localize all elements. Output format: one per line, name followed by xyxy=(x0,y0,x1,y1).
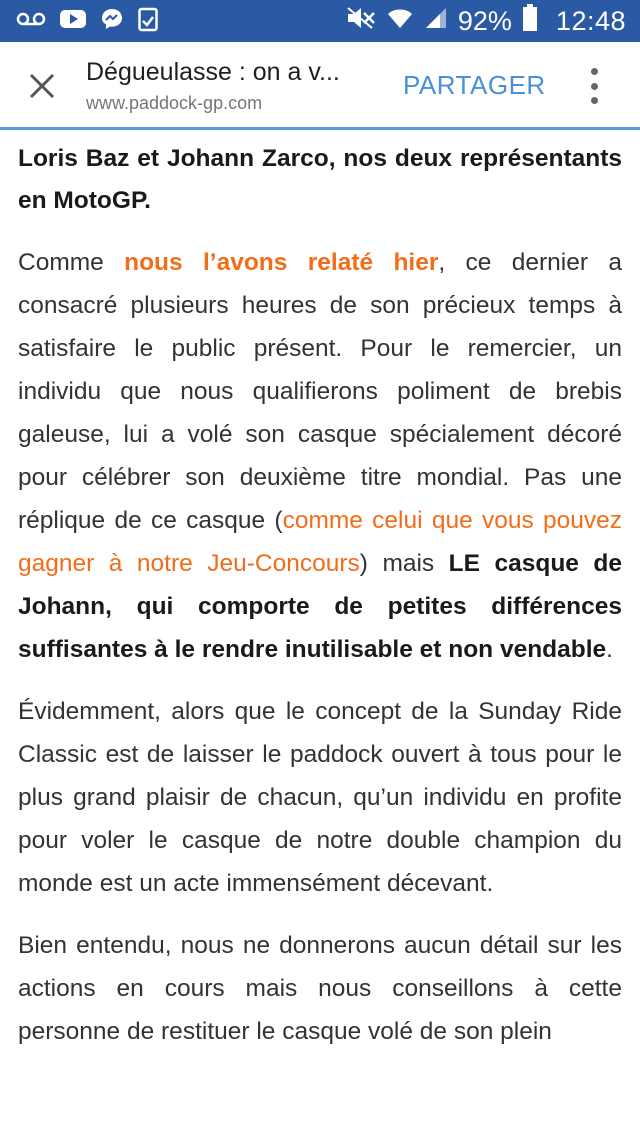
mute-icon xyxy=(346,6,376,37)
article-paragraph-2 xyxy=(18,241,622,671)
share-button[interactable]: PARTAGER xyxy=(403,70,546,100)
article-paragraph-3: Évidemment, alors que le concept de la Sunday Ride Classic est de laisser le paddock ouvert à tous pour le plus grand plaisir de chacun, qu’un individu en profite pour voler le casque de notre double champion du monde est un acte immensément décevant. xyxy=(18,698,622,897)
clock: 12:48 xyxy=(555,5,626,36)
text-segment: . xyxy=(606,636,613,663)
voicemail-icon xyxy=(16,11,46,32)
text-segment: , ce dernier a consacré plusieurs heures de son précieux temps à satisfaire le public présent. Pour le remercier, un individu que nous qualifierons poliment de brebis galeuse, lui a volé son casque spécialement décoré pour célébrer son deuxième titre mondial. Pas une réplique de ce casque ( xyxy=(18,249,622,534)
page-title: Dégueulasse : on a v... xyxy=(86,58,340,86)
close-icon xyxy=(28,72,56,100)
more-vert-icon[interactable] xyxy=(582,68,606,104)
contest-link[interactable]: comme celui que vous pouvez gagner à notre Jeu-Concours xyxy=(18,507,622,577)
article-paragraph-4: Bien entendu, nous ne donnerons aucun détail sur les actions en cours mais nous conseillons à cette personne de restituer le casque volé de son plein xyxy=(18,932,622,1045)
custom-tab-toolbar xyxy=(0,42,640,128)
battery-percent: 92% xyxy=(457,5,512,36)
text-segment: ) mais xyxy=(359,550,449,577)
battery-icon xyxy=(522,4,538,39)
text-segment: Comme xyxy=(18,249,125,276)
toolbar-divider xyxy=(0,127,640,130)
bold-text: LE casque de Johann, qui comporte de petites différences suffisantes à le rendre inutilisable et non vendable xyxy=(18,550,623,663)
status-bar xyxy=(0,0,640,42)
youtube-icon xyxy=(60,9,86,34)
clipboard-check-icon xyxy=(138,6,158,37)
wifi-icon xyxy=(386,6,414,37)
title-block xyxy=(86,56,382,116)
page-url: www.paddock-gp.com xyxy=(86,93,263,113)
close-button[interactable] xyxy=(22,66,62,106)
related-article-link[interactable]: nous l’avons relaté hier xyxy=(124,249,439,276)
messenger-icon xyxy=(100,7,124,36)
article-body xyxy=(18,138,622,1072)
article-lead-paragraph: Loris Baz et Johann Zarco, nos deux représentants en MotoGP. xyxy=(18,145,622,214)
signal-icon xyxy=(424,6,448,37)
